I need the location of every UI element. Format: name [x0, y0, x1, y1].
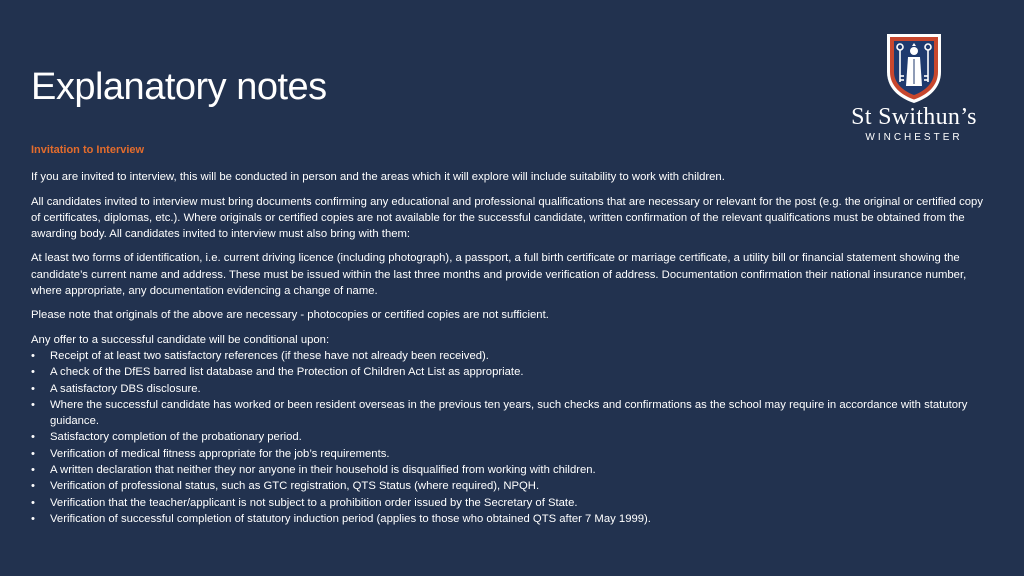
- list-item: • Verification of medical fitness appropriate for the job’s requirements.: [31, 446, 991, 462]
- list-item: • Verification of professional status, such as GTC registration, QTS Status (where required), NPQH.: [31, 478, 991, 494]
- list-item: • Satisfactory completion of the probationary period.: [31, 429, 991, 445]
- page-title: Explanatory notes: [31, 66, 327, 108]
- logo-school-name: St Swithun’s: [851, 104, 977, 130]
- logo-location: WINCHESTER: [865, 132, 963, 143]
- paragraph: At least two forms of identification, i.e. current driving licence (including photograph), a passport, a full birth certificate or marriage certificate, a utility bill or financial statement showing the candidate’s current name and address. These must be issued within the last three months and provide verification of address. Documentation confirmation their national insurance number, where appropriate, any documentation evidencing a change of name.: [31, 252, 967, 298]
- notes-content: [31, 142, 991, 527]
- list-item: • Verification that the teacher/applicant is not subject to a prohibition order issued by the Secretary of State.: [31, 495, 991, 511]
- school-logo: [834, 32, 994, 147]
- crest-icon: [885, 32, 943, 104]
- list-item: • A written declaration that neither they nor anyone in their household is disqualified from working with children.: [31, 462, 991, 478]
- paragraph: Please note that originals of the above are necessary - photocopies or certified copies are not sufficient.: [31, 309, 549, 322]
- offer-intro: Any offer to a successful candidate will be conditional upon:: [31, 333, 330, 346]
- list-item: • Verification of successful completion of statutory induction period (applies to those who obtained QTS after 7 May 1999).: [31, 511, 991, 527]
- list-item: • Where the successful candidate has worked or been resident overseas in the previous ten years, such checks and confirmations as the school may require in accordance with statutory guidance.: [31, 397, 991, 430]
- list-item: • A satisfactory DBS disclosure.: [31, 381, 991, 397]
- list-item: • Receipt of at least two satisfactory references (if these have not already been received).: [31, 348, 991, 364]
- conditions-list: [31, 348, 991, 527]
- paragraph: If you are invited to interview, this will be conducted in person and the areas which it will explore will include suitability to work with children.: [31, 171, 725, 184]
- paragraph: All candidates invited to interview must bring documents confirming any educational and professional qualifications that are necessary or relevant for the post (e.g. the original or certified copy of certificates, diplomas, etc.). Where originals or certified copies are not available for the successful candidate, written confirmation of the relevant qualifications must be obtained from the awarding body. All candidates invited to interview must also bring with them:: [31, 195, 983, 241]
- section-heading: Invitation to Interview: [31, 144, 145, 156]
- list-item: • A check of the DfES barred list database and the Protection of Children Act List as appropriate.: [31, 364, 991, 380]
